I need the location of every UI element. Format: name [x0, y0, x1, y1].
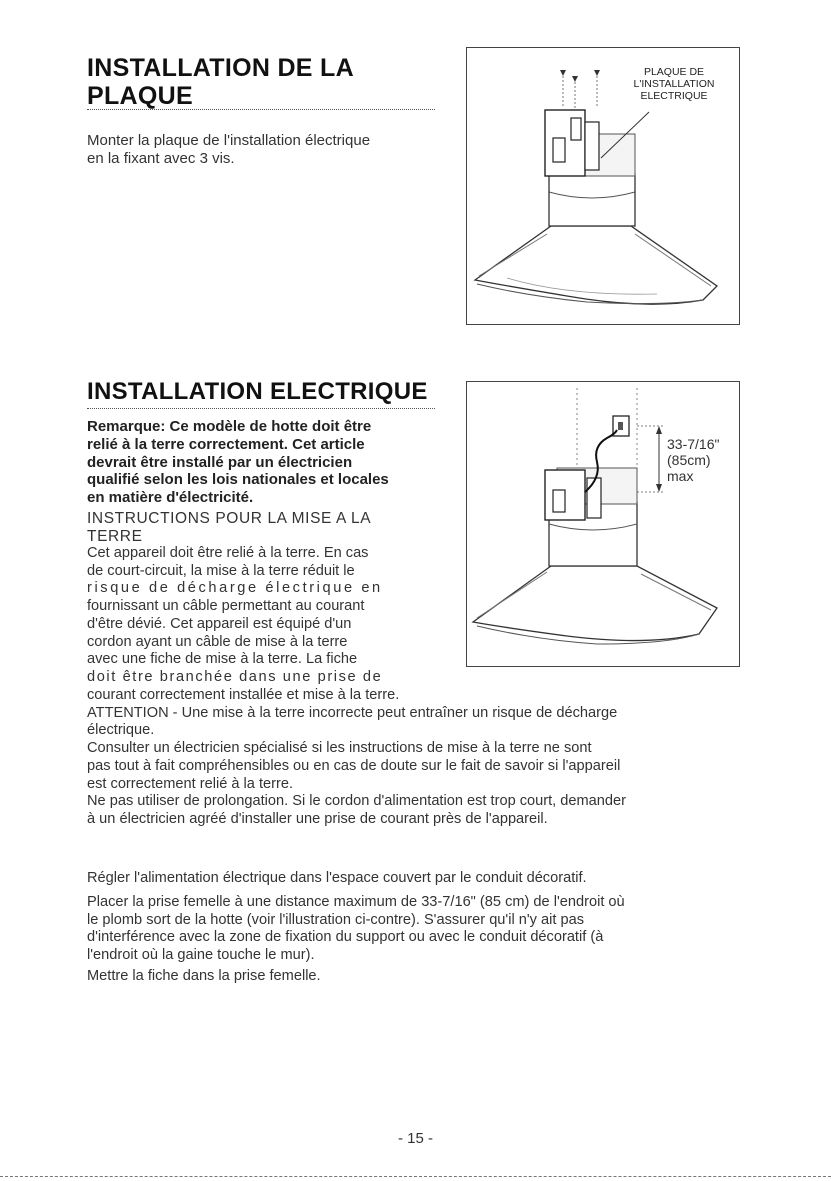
text-line: de court-circuit, la mise à la terre réduit le — [87, 562, 355, 579]
title-line: PLAQUE — [87, 82, 193, 110]
remark-line: Remarque: Ce modèle de hotte doit être — [87, 418, 372, 435]
text-line: risque de décharge électrique en — [87, 580, 383, 597]
text-line: ATTENTION - Une mise à la terre incorrecte peut entraîner un risque de décharge — [87, 704, 618, 721]
plaque-instructions — [87, 132, 370, 168]
text-line: Régler l'alimentation électrique dans l'espace couvert par le conduit décoratif. — [87, 870, 587, 886]
remark-line: relié à la terre correctement. Cet article — [87, 435, 365, 453]
text-line: à un électricien agréé d'installer une prise de courant près de l'appareil. — [87, 810, 548, 827]
title-underline — [87, 109, 435, 110]
text-line: avec une fiche de mise à la terre. La fiche — [87, 651, 358, 668]
title-line: INSTALLATION DE LA — [87, 54, 354, 82]
text-line: Consulter un électricien spécialisé si les instructions de mise à la terre ne sont — [87, 740, 592, 757]
remark-line: devrait être installé par un électricien — [87, 453, 353, 471]
text-line: cordon ayant un câble de mise à la terre — [87, 633, 348, 650]
grounding-body-narrow — [87, 545, 447, 687]
remark-line: en matière d'électricité. — [87, 489, 254, 507]
hood-wiring-illustration — [467, 382, 739, 666]
instructions-heading — [87, 510, 371, 546]
text-line: courant correctement installée et mise à la terre. — [87, 687, 400, 703]
outlet-placement-paragraph — [87, 894, 747, 965]
heading-line: TERRE — [87, 528, 143, 545]
text-line: en la fixant avec 3 vis. — [87, 150, 235, 167]
dim-line: 33-7/16" — [667, 436, 720, 452]
title-underline — [87, 408, 435, 409]
section-title-plaque — [87, 54, 354, 110]
section-title-electrique: INSTALLATION ELECTRIQUE — [87, 378, 428, 405]
dim-line: (85cm) — [667, 452, 711, 468]
text-line: est correctement relié à la terre. — [87, 775, 294, 792]
text-line: doit être branchée dans une prise de — [87, 668, 383, 685]
label-line: ELECTRIQUE — [640, 90, 708, 102]
text-line: d'interférence avec la zone de fixation du support ou avec le conduit décoratif (à — [87, 929, 604, 946]
text-line: fournissant un câble permettant au courant — [87, 598, 365, 615]
text-line: électrique. — [87, 722, 155, 739]
footer-rule — [0, 1176, 831, 1177]
figure-electrical-installation — [466, 381, 740, 667]
text-line: Ne pas utiliser de prolongation. Si le cordon d'alimentation est trop court, demander — [87, 793, 627, 810]
dimension-label — [667, 436, 719, 484]
text-line: Monter la plaque de l'installation électrique — [87, 132, 371, 149]
remark-paragraph — [87, 418, 447, 507]
label-line: PLAQUE DE — [643, 66, 705, 78]
figure-plaque-installation — [466, 47, 740, 325]
text-line: Placer la prise femelle à une distance maximum de 33-7/16" (85 cm) de l'endroit où — [87, 894, 625, 910]
text-line: pas tout à fait compréhensibles ou en cas de doute sur le fait de savoir si l'appareil — [87, 757, 621, 774]
remark-line: qualifié selon les lois nationales et locales — [87, 471, 389, 489]
label-line: L'INSTALLATION — [633, 78, 715, 90]
heading-line: INSTRUCTIONS POUR LA MISE A LA — [87, 510, 372, 527]
text-line: l'endroit où la gaine touche le mur). — [87, 947, 315, 964]
page-number: - 15 - — [397, 1130, 433, 1147]
figure-label-plaque — [615, 66, 733, 102]
text-line: Mettre la fiche dans la prise femelle. — [87, 968, 321, 984]
plug-paragraph — [87, 968, 747, 986]
text-line: Cet appareil doit être relié à la terre. En cas — [87, 545, 369, 561]
dim-line: max — [667, 468, 694, 484]
grounding-body-full — [87, 687, 747, 829]
text-line: d'être dévié. Cet appareil est équipé d'un — [87, 615, 352, 632]
supply-paragraph — [87, 870, 747, 888]
text-line: le plomb sort de la hotte (voir l'illustration ci-contre). S'assurer qu'il n'y ait pas — [87, 911, 584, 928]
